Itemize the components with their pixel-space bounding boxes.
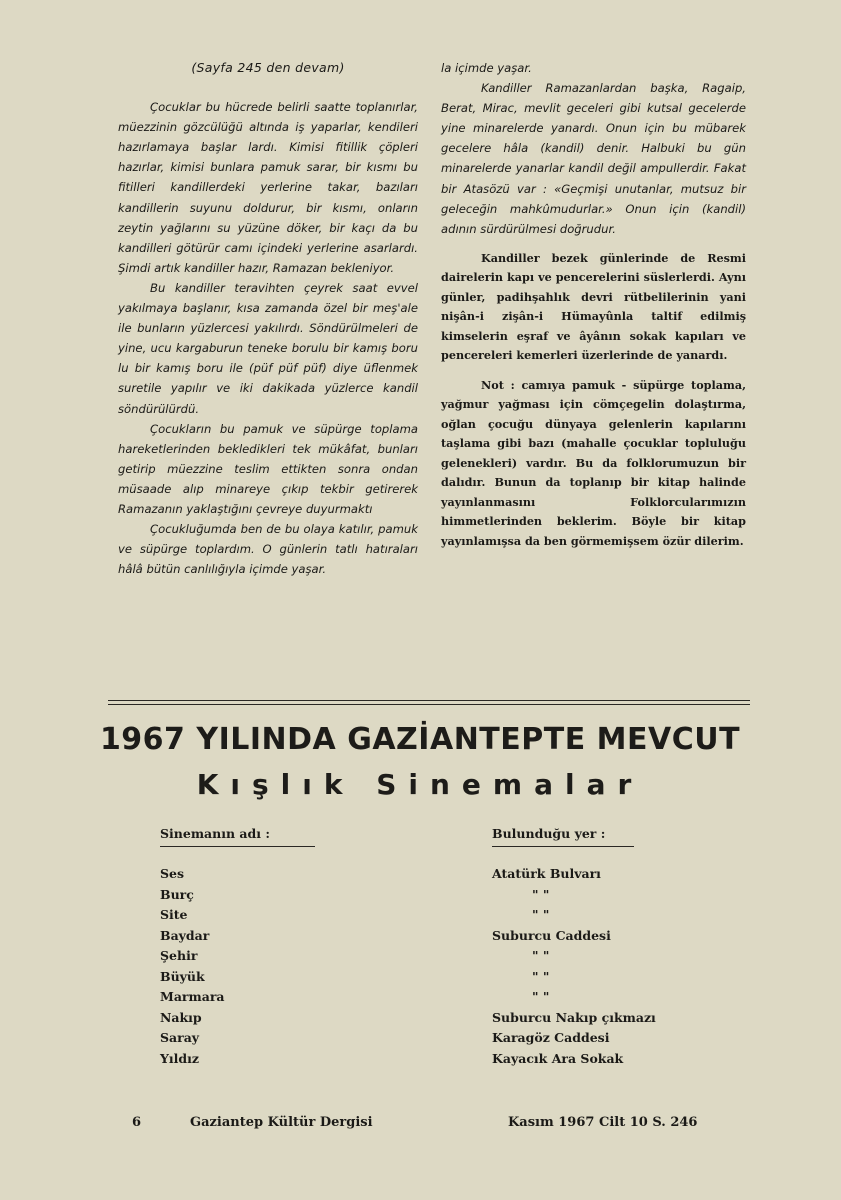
continued-note: (Sayfa 245 den devam) [191,60,345,75]
cinema-name: Şehir [160,948,198,963]
paragraph: Not : camıya pamuk - süpürge toplama, yağmur yağması için cömçegelin dolaştırma, oğlan çocuğu dünyaya gelenlerin kapılarını taşlama gibi bazı (mahalle çocuklar topluluğu gelenekleri) vardır. Bu da folklorumuzun bir dalıdır. Bunun da toplanıp bir kitap halinde yayınlanmasını Folklorcularımızın himmetlerinden beklerim. Böyle bir kitap yayınlamışsa da ben görmemişsem özür dilerim. [441,377,746,548]
divider [108,704,750,705]
paragraph: Kandiller Ramazanlardan başka, Ragaip, Berat, Mirac, mevlit geceleri gibi kutsal gecelerde yine minarelerde yanardı. Onun için bu mübarek gecelere hâla (kandil) denir. Halbuki bu gün minarelerde yanarlar kandil değil ampullerdir. Fakat bir Atasözü var : «Geçmişi unutanlar, mutsuz bir geleceğin mahkûmudurlar.» Onun için (kandil) adının sürdürülmesi doğrudur. [441,81,746,236]
section-title: 1967 YILINDA GAZİANTEPTE MEVCUT [99,722,741,757]
divider [108,700,750,701]
cinema-location: " " [532,886,550,902]
issue-info: Kasım 1967 Cilt 10 S. 246 [508,1115,698,1130]
paragraph: Bu kandiller teravihten çeyrek saat evvel yakılmaya başlanır, kısa zamanda özel bir meş'ale ile bunların yüzlercesi yakılırdı. Söndürülmeleri de yine, ucu kargaburun teneke borulu bir kamış boru lu bir kamış boru ile (püf püf püf) diye üflenmek suretile yapılır ve iki dakikada yüzlerce kandil söndürülürdü. [118,280,418,416]
cinema-name: Site [160,907,188,922]
paragraph-continuation: la içimde yaşar. [441,61,532,75]
cinema-name: Nakıp [160,1009,202,1025]
header-underline [492,846,634,847]
cinema-location-list [492,864,656,1069]
magazine-name: Gaziantep Kültür Dergisi [190,1115,373,1130]
cinema-location: " " [532,968,550,984]
paragraph: Çocuklar bu hücrede belirli saatte toplanırlar, müezzinin gözcülüğü altında iş yaparlar, kendileri hazırlamaya başlar lardı. Kimisi fitillik çöpleri hazırlar, kimisi bunlara pamuk sarar, bir kısmı bu fitilleri kandillerdeki yerlerine takar, bazıları kandillerin suyunu doldurur, bir kısmı, onların zeytin yağlarını su yüzüne döker, bir kaçı da bu kandilleri götürür camı içindeki yerlerine asarlardı. Şimdi artık kandiller hazır, Ramazan bekleniyor. [118,100,418,275]
cinema-location: Suburcu Caddesi [492,927,611,943]
column-header-name: Sinemanın adı : [160,826,270,841]
section-subtitle: Kışlık Sinemalar [196,768,644,801]
cinema-name: Saray [160,1030,200,1045]
column-header-location: Bulunduğu yer : [492,826,606,841]
cinema-location: Karagöz Caddesi [492,1030,610,1045]
cinema-name-list [160,864,225,1069]
left-column [118,58,418,579]
paragraph: Çocukluğumda ben de bu olaya katılır, pamuk ve süpürge toplardım. O günlerin tatlı hatıraları hâlâ bütün canlılığıyla içimde yaşar. [118,522,418,577]
cinema-name: Yıldız [160,1050,200,1066]
cinema-location: " " [532,907,550,922]
page-number: 6 [132,1115,142,1130]
header-underline [160,846,315,847]
cinema-name: Büyük [160,968,205,984]
cinema-location: Kayacık Ara Sokak [492,1050,624,1066]
cinema-name: Burç [160,886,194,902]
cinema-location: Atatürk Bulvarı [492,866,601,881]
cinema-name: Baydar [160,927,210,943]
cinema-location: Suburcu Nakıp çıkmazı [492,1009,656,1025]
cinema-name: Marmara [160,989,225,1004]
right-column [441,58,746,551]
paragraph: Çocukların bu pamuk ve süpürge toplama hareketlerinden bekledikleri tek mükâfat, bunları getirip müezzine teslim ettikten sonra ondan müsaade alıp minareye çıkıp tekbir getirerek Ramazanın yaklaştığını çevreye duyurmaktı [118,421,418,516]
cinema-location: " " [532,948,550,963]
cinema-name: Ses [160,866,185,881]
cinema-location: " " [532,989,550,1004]
paragraph: Kandiller bezek günlerinde de Resmi dairelerin kapı ve pencerelerini süslerlerdi. Aynı günler, padihşahlık devri rütbelilerinin yani nişân-i zişân-i Hümayûnla taltif edilmiş kimselerin eşraf ve âyânın sokak kapıları ve pencereleri kemerleri üzerlerinde de yanardı. [441,250,746,363]
